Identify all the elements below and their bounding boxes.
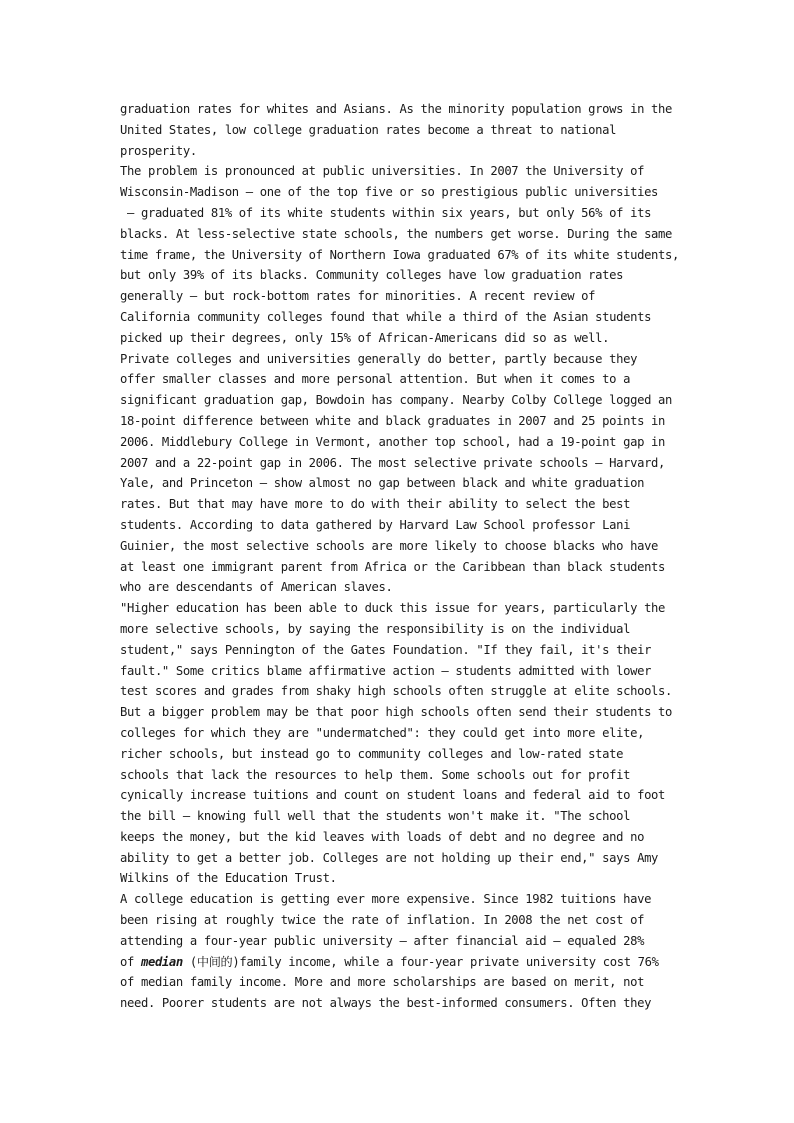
- text-line: The problem is pronounced at public universities. In 2007 the University of: [120, 164, 645, 179]
- text-line: offer smaller classes and more personal attention. But when it comes to a: [120, 372, 631, 387]
- median-gloss: (中间的): [182, 954, 240, 969]
- tail-lines: [120, 972, 680, 1014]
- text-line: rates. But that may have more to do with their ability to select the best: [120, 497, 631, 512]
- median-suffix: family income, while a four-year private university cost 76%: [239, 954, 659, 969]
- text-line: A college education is getting ever more expensive. Since 1982 tuitions have: [120, 892, 652, 907]
- article-body: [120, 99, 680, 1014]
- text-line: 2006. Middlebury College in Vermont, another top school, had a 19-point gap in: [120, 434, 666, 449]
- text-line: generally – but rock-bottom rates for minorities. A recent review of: [120, 289, 596, 304]
- text-line: cynically increase tuitions and count on student loans and federal aid to foot: [120, 788, 666, 803]
- text-line: significant graduation gap, Bowdoin has company. Nearby Colby College logged an: [120, 393, 673, 408]
- text-line: Yale, and Princeton – show almost no gap between black and white graduation: [120, 476, 645, 491]
- text-line: prosperity.: [120, 143, 197, 158]
- text-line: blacks. At less-selective state schools, the numbers get worse. During the same: [120, 226, 673, 241]
- text-line: United States, low college graduation rates become a threat to national: [120, 122, 617, 137]
- median-term: median: [140, 954, 183, 969]
- text-line: attending a four-year public university – after financial aid – equaled 28%: [120, 933, 645, 948]
- text-line: California community colleges found that while a third of the Asian students: [120, 309, 652, 324]
- text-line: time frame, the University of Northern Iowa graduated 67% of its white students,: [120, 247, 680, 262]
- text-line: students. According to data gathered by Harvard Law School professor Lani: [120, 517, 631, 532]
- text-line: – graduated 81% of its white students within six years, but only 56% of its: [120, 205, 652, 220]
- text-line: need. Poorer students are not always the best-informed consumers. Often they: [120, 996, 652, 1011]
- text-line: richer schools, but instead go to community colleges and low-rated state: [120, 746, 624, 761]
- text-line: picked up their degrees, only 15% of African-Americans did so as well.: [120, 330, 610, 345]
- text-line: graduation rates for whites and Asians. As the minority population grows in the: [120, 102, 673, 116]
- text-line: keeps the money, but the kid leaves with loads of debt and no degree and no: [120, 829, 645, 844]
- text-line: at least one immigrant parent from Africa or the Caribbean than black students: [120, 559, 666, 574]
- text-line: 2007 and a 22-point gap in 2006. The most selective private schools – Harvard,: [120, 455, 666, 470]
- text-line: Private colleges and universities generally do better, partly because they: [120, 351, 638, 366]
- text-line: fault." Some critics blame affirmative action – students admitted with lower: [120, 663, 652, 678]
- text-line: been rising at roughly twice the rate of inflation. In 2008 the net cost of: [120, 913, 645, 928]
- body-lines: [120, 99, 680, 952]
- text-line: But a bigger problem may be that poor high schools often send their students to: [120, 705, 673, 720]
- text-line: the bill – knowing full well that the students won't make it. "The school: [120, 809, 631, 824]
- median-prefix: of: [120, 954, 141, 969]
- text-line: Wilkins of the Education Trust.: [120, 871, 337, 886]
- text-line: test scores and grades from shaky high schools often struggle at elite schools.: [120, 684, 673, 699]
- text-line: who are descendants of American slaves.: [120, 580, 393, 595]
- text-line: "Higher education has been able to duck this issue for years, particularly the: [120, 601, 666, 616]
- text-line: more selective schools, by saying the responsibility is on the individual: [120, 621, 631, 636]
- text-line: Wisconsin-Madison – one of the top five or so prestigious public universities: [120, 185, 659, 200]
- text-line: student," says Pennington of the Gates Foundation. "If they fail, it's their: [120, 642, 652, 657]
- text-line: of median family income. More and more scholarships are based on merit, not: [120, 975, 645, 990]
- text-line: schools that lack the resources to help them. Some schools out for profit: [120, 767, 631, 782]
- median-line: [120, 952, 680, 973]
- text-line: Guinier, the most selective schools are more likely to choose blacks who have: [120, 538, 659, 553]
- text-line: but only 39% of its blacks. Community colleges have low graduation rates: [120, 268, 624, 283]
- text-line: colleges for which they are "undermatched": they could get into more elite,: [120, 725, 645, 740]
- text-line: ability to get a better job. Colleges are not holding up their end," says Amy: [120, 850, 659, 865]
- text-line: 18-point difference between white and black graduates in 2007 and 25 points in: [120, 413, 666, 428]
